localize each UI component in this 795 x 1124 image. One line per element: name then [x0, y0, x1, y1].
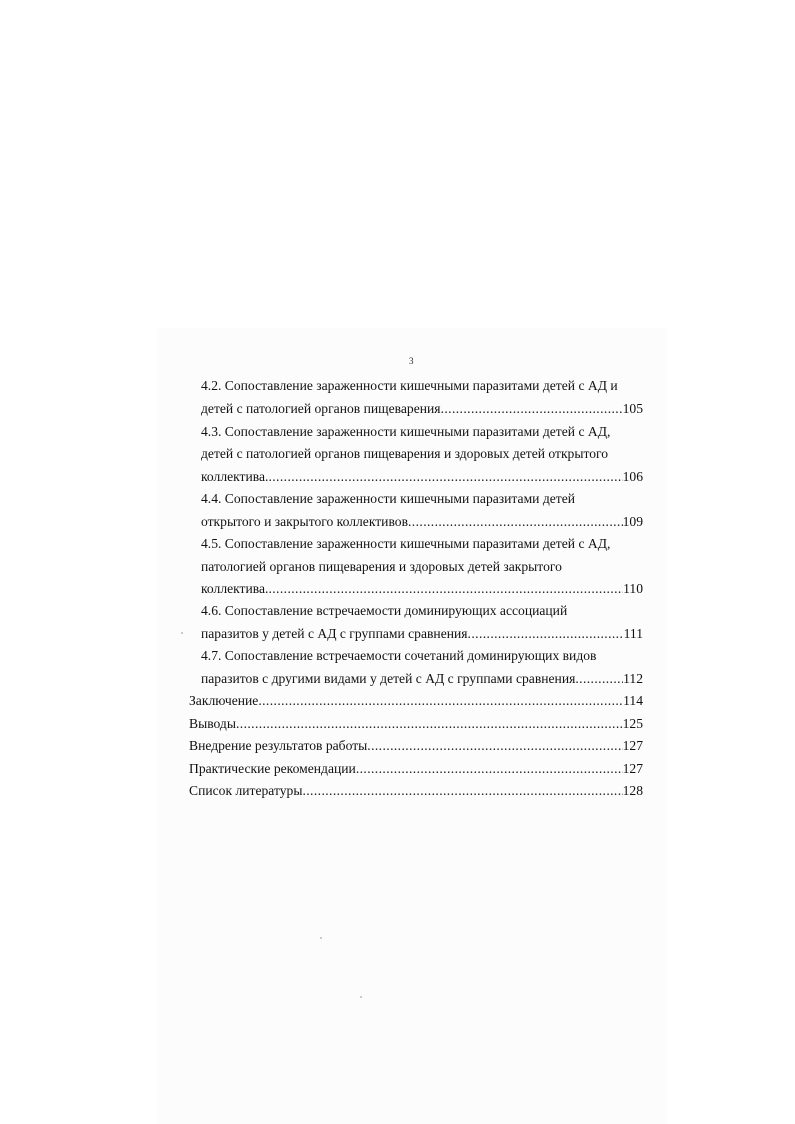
toc-entry-4-2[interactable]: [201, 400, 643, 418]
dot-leader: [258, 692, 623, 710]
toc-entry-4-5-line-2: патологией органов пищеварения и здоровых детей закрытого: [201, 559, 562, 574]
toc-entry-4-6-line-1: 4.6. Сопоставление встречаемости доминирующих ассоциаций: [201, 603, 568, 618]
toc-entry-label: Практические рекомендации: [189, 761, 356, 776]
toc-entry-4-4-line-1: 4.4. Сопоставление зараженности кишечными паразитами детей: [201, 491, 576, 506]
scan-speck: [320, 937, 322, 939]
dot-leader: [236, 715, 623, 733]
dot-leader: [468, 625, 624, 643]
toc-page-ref: 128: [622, 783, 643, 798]
dot-leader: [356, 760, 623, 778]
toc-page-ref: 111: [623, 626, 643, 641]
dot-leader: [302, 782, 622, 800]
toc-entry-label: детей с патологией органов пищеварения: [201, 401, 441, 416]
toc-entry-label: Выводы: [189, 716, 236, 731]
dot-leader: [408, 513, 623, 531]
dot-leader: [441, 400, 623, 418]
toc-entry-4-5-line-1: 4.5. Сопоставление зараженности кишечными паразитами детей с АД,: [201, 536, 611, 551]
toc-page-ref: 112: [623, 671, 643, 686]
toc-page-ref: 125: [622, 716, 643, 731]
toc-page-ref: 109: [622, 514, 643, 529]
toc-page-ref: 105: [622, 401, 643, 416]
dot-leader: [268, 468, 622, 486]
toc-entry-4-3-line-2: детей с патологией органов пищеварения и здоровых детей открытого: [201, 446, 609, 461]
toc-entry-4-5[interactable]: [201, 580, 643, 598]
toc-entry-implementation[interactable]: [189, 737, 643, 755]
toc-entry-4-2-line-1: 4.2. Сопоставление зараженности кишечными паразитами детей с АД и: [201, 378, 618, 393]
toc-entry-4-3-line-1: 4.3. Сопоставление зараженности кишечными паразитами детей с АД,: [201, 424, 611, 439]
toc-entry-label: открытого и закрытого коллективов: [201, 514, 408, 529]
toc-entry-label: Список литературы: [189, 783, 303, 798]
toc-page-ref: 110: [623, 581, 643, 596]
toc-entry-4-4[interactable]: [201, 513, 643, 531]
toc-entry-recommendations[interactable]: [189, 760, 643, 778]
toc-entry-label: Внедрение результатов работы: [189, 738, 368, 753]
toc-entry-label: коллектива.: [201, 581, 269, 596]
toc-entry-4-7-line-1: 4.7. Сопоставление встречаемости сочетаний доминирующих видов: [201, 648, 597, 663]
scan-speck: [360, 996, 362, 998]
toc-page-ref: 127: [622, 738, 643, 753]
dot-leader: [268, 580, 623, 598]
toc-page-ref: 127: [622, 761, 643, 776]
toc-entry-label: Заключение: [189, 693, 259, 708]
page-number: 3: [409, 356, 414, 366]
toc-entry-label: паразитов у детей с АД с группами сравнения: [201, 626, 468, 641]
toc-entry-4-7[interactable]: [201, 670, 643, 688]
scan-speck: [181, 632, 183, 634]
toc-entry-references[interactable]: [189, 782, 643, 800]
dot-leader: [367, 737, 622, 755]
toc-entry-4-6[interactable]: [201, 625, 643, 643]
toc-entry-label: коллектива.: [201, 469, 269, 484]
toc-entry-conclusion[interactable]: [189, 692, 643, 710]
toc-page-ref: 106: [622, 469, 643, 484]
toc-entry-findings[interactable]: [189, 715, 643, 733]
dot-leader: [575, 670, 623, 688]
toc-entry-4-3[interactable]: [201, 468, 643, 486]
toc-page-ref: 114: [623, 693, 643, 708]
toc-entry-label: паразитов с другими видами у детей с АД с группами сравнения: [201, 671, 576, 686]
